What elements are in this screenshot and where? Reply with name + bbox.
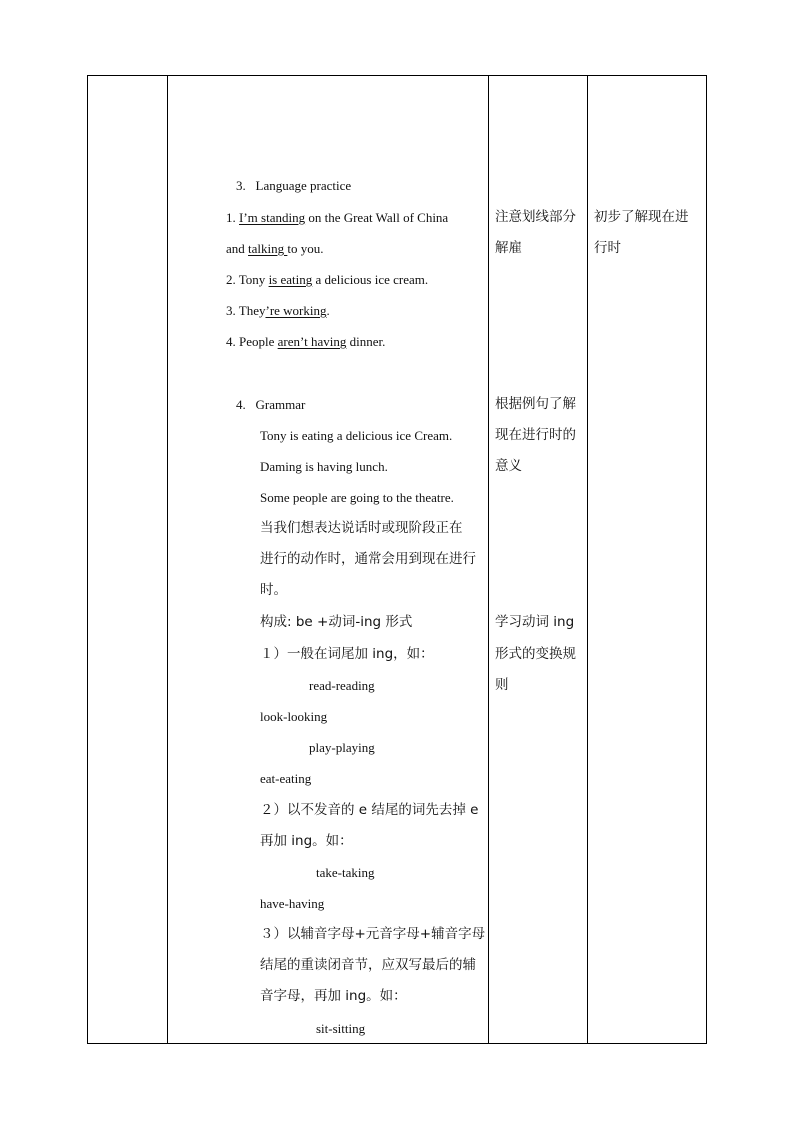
rule-2-example: have-having xyxy=(260,896,325,911)
rule-2-example: take-taking xyxy=(316,865,375,880)
section-heading-grammar: 4. Grammar xyxy=(236,397,306,412)
sentence-1: 1. I’m standing on the Great Wall of China xyxy=(226,210,449,225)
column-divider xyxy=(488,76,489,1043)
rule-1-example: read-reading xyxy=(309,678,375,693)
note-ing-rules-cont: 形式的变换规 xyxy=(495,646,576,662)
example-sentence-3: Some people are going to the theatre. xyxy=(260,490,454,505)
rule-3-example: sit-sitting xyxy=(316,1021,366,1036)
goal-present-continuous: 初步了解现在进 xyxy=(594,209,689,225)
sentence-3: 3. They’re working. xyxy=(226,303,330,318)
section-heading-language-practice: 3. Language practice xyxy=(236,178,352,193)
sentence-2: 2. Tony is eating a delicious ice cream. xyxy=(226,272,429,287)
sentence-4: 4. People aren’t having dinner. xyxy=(226,334,386,349)
note-ing-rules-cont: 则 xyxy=(495,677,509,693)
structure-formula: 构成: be +动词-ing 形式 xyxy=(260,614,413,630)
note-meaning-cont: 现在进行时的 xyxy=(495,427,576,443)
rule-2-cont: 再加 ing。如： xyxy=(260,833,353,849)
rule-3-cont: 音字母，再加 ing。如： xyxy=(260,988,407,1004)
rule-3: ３）以辅音字母+元音字母+辅音字母 xyxy=(260,926,486,942)
rule-1-example: look-looking xyxy=(260,709,328,724)
example-sentence-2: Daming is having lunch. xyxy=(260,459,388,474)
column-divider xyxy=(587,76,588,1043)
rule-2: ２）以不发音的 e 结尾的词先去掉 e xyxy=(260,802,479,818)
explanation-line-1: 当我们想表达说话时或现阶段正在 xyxy=(260,520,463,536)
rule-1: １）一般在词尾加 ing，如： xyxy=(260,646,434,662)
rule-1-example: play-playing xyxy=(309,740,375,755)
note-ing-rules: 学习动词 ing xyxy=(495,614,575,630)
explanation-line-2: 进行的动作时，通常会用到现在进行 xyxy=(260,551,476,567)
note-underline: 注意划线部分 xyxy=(495,209,576,225)
note-meaning-cont: 意义 xyxy=(495,458,522,474)
goal-present-continuous-cont: 行时 xyxy=(594,240,621,256)
sentence-1-continued: and talking to you. xyxy=(226,241,324,256)
rule-3-cont: 结尾的重读闭音节，应双写最后的辅 xyxy=(260,957,476,973)
note-meaning: 根据例句了解 xyxy=(495,396,576,412)
explanation-line-3: 时。 xyxy=(260,582,287,598)
rule-1-example: eat-eating xyxy=(260,771,312,786)
example-sentence-1: Tony is eating a delicious ice Cream. xyxy=(260,428,453,443)
column-divider xyxy=(167,76,168,1043)
note-underline-cont: 解雇 xyxy=(495,240,522,256)
